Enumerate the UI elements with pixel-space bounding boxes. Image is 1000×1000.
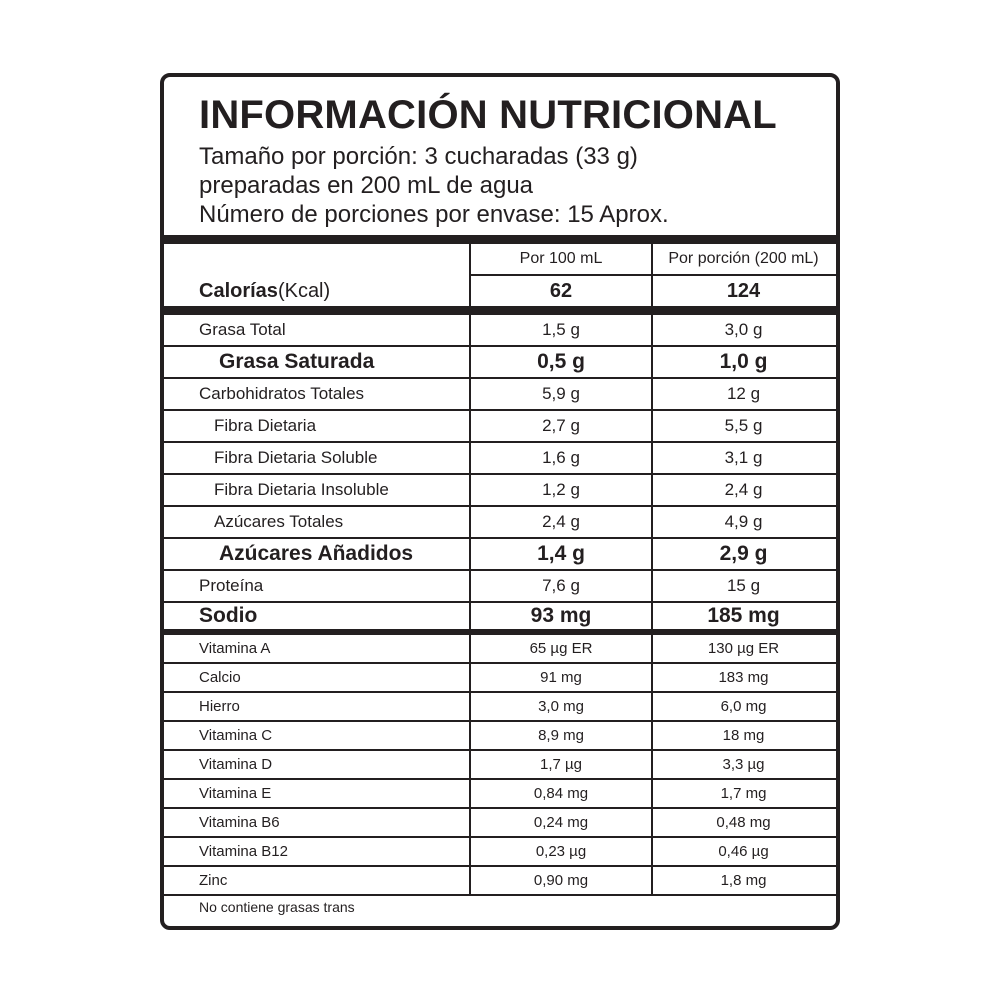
nutrient-name: Azúcares Totales [214,512,344,531]
table-row [164,693,836,720]
value-per-portion: 15 g [726,576,761,595]
nutrient-name: Proteína [199,576,264,595]
column-divider [469,635,471,894]
serving-size: Tamaño por porción: 3 cucharadas (33 g) [199,143,638,170]
value-per-portion: 18 mg [722,727,765,744]
value-per-100: 91 mg [540,669,582,686]
micronutrient-name: Vitamina A [199,640,271,657]
micronutrient-name: Vitamina C [199,727,273,744]
value-per-portion: 12 g [726,384,761,403]
micronutrient-name: Vitamina B12 [199,843,288,860]
value-per-portion: 2,9 g [719,542,768,565]
nutrient-name: Fibra Dietaria [214,416,317,435]
column-per-100: Por 100 mL [519,250,603,267]
value-per-portion: 185 mg [707,604,780,627]
table-row [164,635,836,662]
nutrient-name: Fibra Dietaria Soluble [214,448,378,467]
calories-label: Calorías (Kcal) [199,279,331,302]
table-row [164,571,836,601]
table-row [164,379,836,409]
nutrition-label [160,73,840,930]
value-per-100: 0,84 mg [533,785,589,802]
table-row [164,507,836,537]
micronutrient-name: Calcio [199,669,241,686]
table-row [164,809,836,836]
table-row [164,411,836,441]
value-per-100: 8,9 mg [538,727,584,744]
value-per-100: 1,4 g [537,542,585,565]
value-per-portion: 130 µg ER [707,640,780,657]
value-per-100: 0,5 g [537,350,585,373]
header-divider [164,235,836,244]
value-per-portion: 6,0 mg [720,698,767,715]
preparation-note: preparadas en 200 mL de agua [199,172,534,199]
value-per-100: 1,5 g [542,320,580,339]
value-per-portion: 4,9 g [724,512,763,531]
row-rule [164,894,836,896]
table-row [164,315,836,345]
table-row [164,443,836,473]
value-per-100: 0,23 µg [535,843,587,860]
column-divider [651,244,653,306]
table-row [164,603,836,629]
column-per-portion: Por porción (200 mL) [668,250,819,267]
value-per-100: 1,7 µg [539,756,582,773]
table-row [164,838,836,865]
nutrient-name: Carbohidratos Totales [199,384,365,403]
calories-divider [164,306,836,315]
nutrient-name: Grasa Total [199,320,286,339]
value-per-portion: 2,4 g [724,480,763,499]
footer-note: No contiene grasas trans [199,899,355,915]
value-per-100: 5,9 g [542,384,580,403]
value-per-portion: 1,8 mg [720,872,767,889]
value-per-portion: 0,48 mg [716,814,771,831]
table-row [164,751,836,778]
value-per-100: 65 µg ER [529,640,593,657]
micronutrient-name: Zinc [199,872,228,889]
nutrient-name: Fibra Dietaria Insoluble [214,480,389,499]
calories-per-portion: 124 [726,279,761,302]
servings-per-container: Número de porciones por envase: 15 Aprox. [199,201,669,228]
value-per-100: 3,0 mg [538,698,584,715]
calories-row [164,276,836,306]
column-header-row [164,244,836,274]
column-divider [469,315,471,629]
table-row [164,722,836,749]
value-per-portion: 1,7 mg [720,785,767,802]
value-per-portion: 3,1 g [724,448,763,467]
value-per-portion: 3,0 g [724,320,763,339]
nutrient-name: Sodio [199,604,258,627]
value-per-portion: 0,46 µg [718,843,769,860]
table-row [164,475,836,505]
value-per-100: 0,90 mg [533,872,589,889]
value-per-100: 0,24 mg [533,814,589,831]
calories-per-100: 62 [549,279,573,302]
table-row [164,347,836,377]
nutrient-name: Grasa Saturada [219,350,375,373]
table-row [164,780,836,807]
table-row [164,664,836,691]
nutrient-name: Azúcares Añadidos [219,542,414,565]
value-per-100: 1,2 g [542,480,580,499]
micronutrient-name: Hierro [199,698,240,715]
value-per-portion: 1,0 g [719,350,768,373]
table-row [164,539,836,569]
value-per-100: 2,7 g [542,416,580,435]
table-row [164,867,836,894]
column-divider [469,244,471,306]
micronutrient-name: Vitamina B6 [199,814,280,831]
value-per-100: 1,6 g [542,448,580,467]
value-per-portion: 3,3 µg [722,756,765,773]
value-per-100: 2,4 g [542,512,580,531]
value-per-100: 93 mg [530,604,592,627]
label-title: INFORMACIÓN NUTRICIONAL [199,93,777,137]
column-divider [651,635,653,894]
value-per-portion: 5,5 g [724,416,763,435]
column-divider [651,315,653,629]
micronutrient-name: Vitamina E [199,785,272,802]
value-per-100: 7,6 g [542,576,580,595]
value-per-portion: 183 mg [718,669,769,686]
micronutrient-name: Vitamina D [199,756,273,773]
